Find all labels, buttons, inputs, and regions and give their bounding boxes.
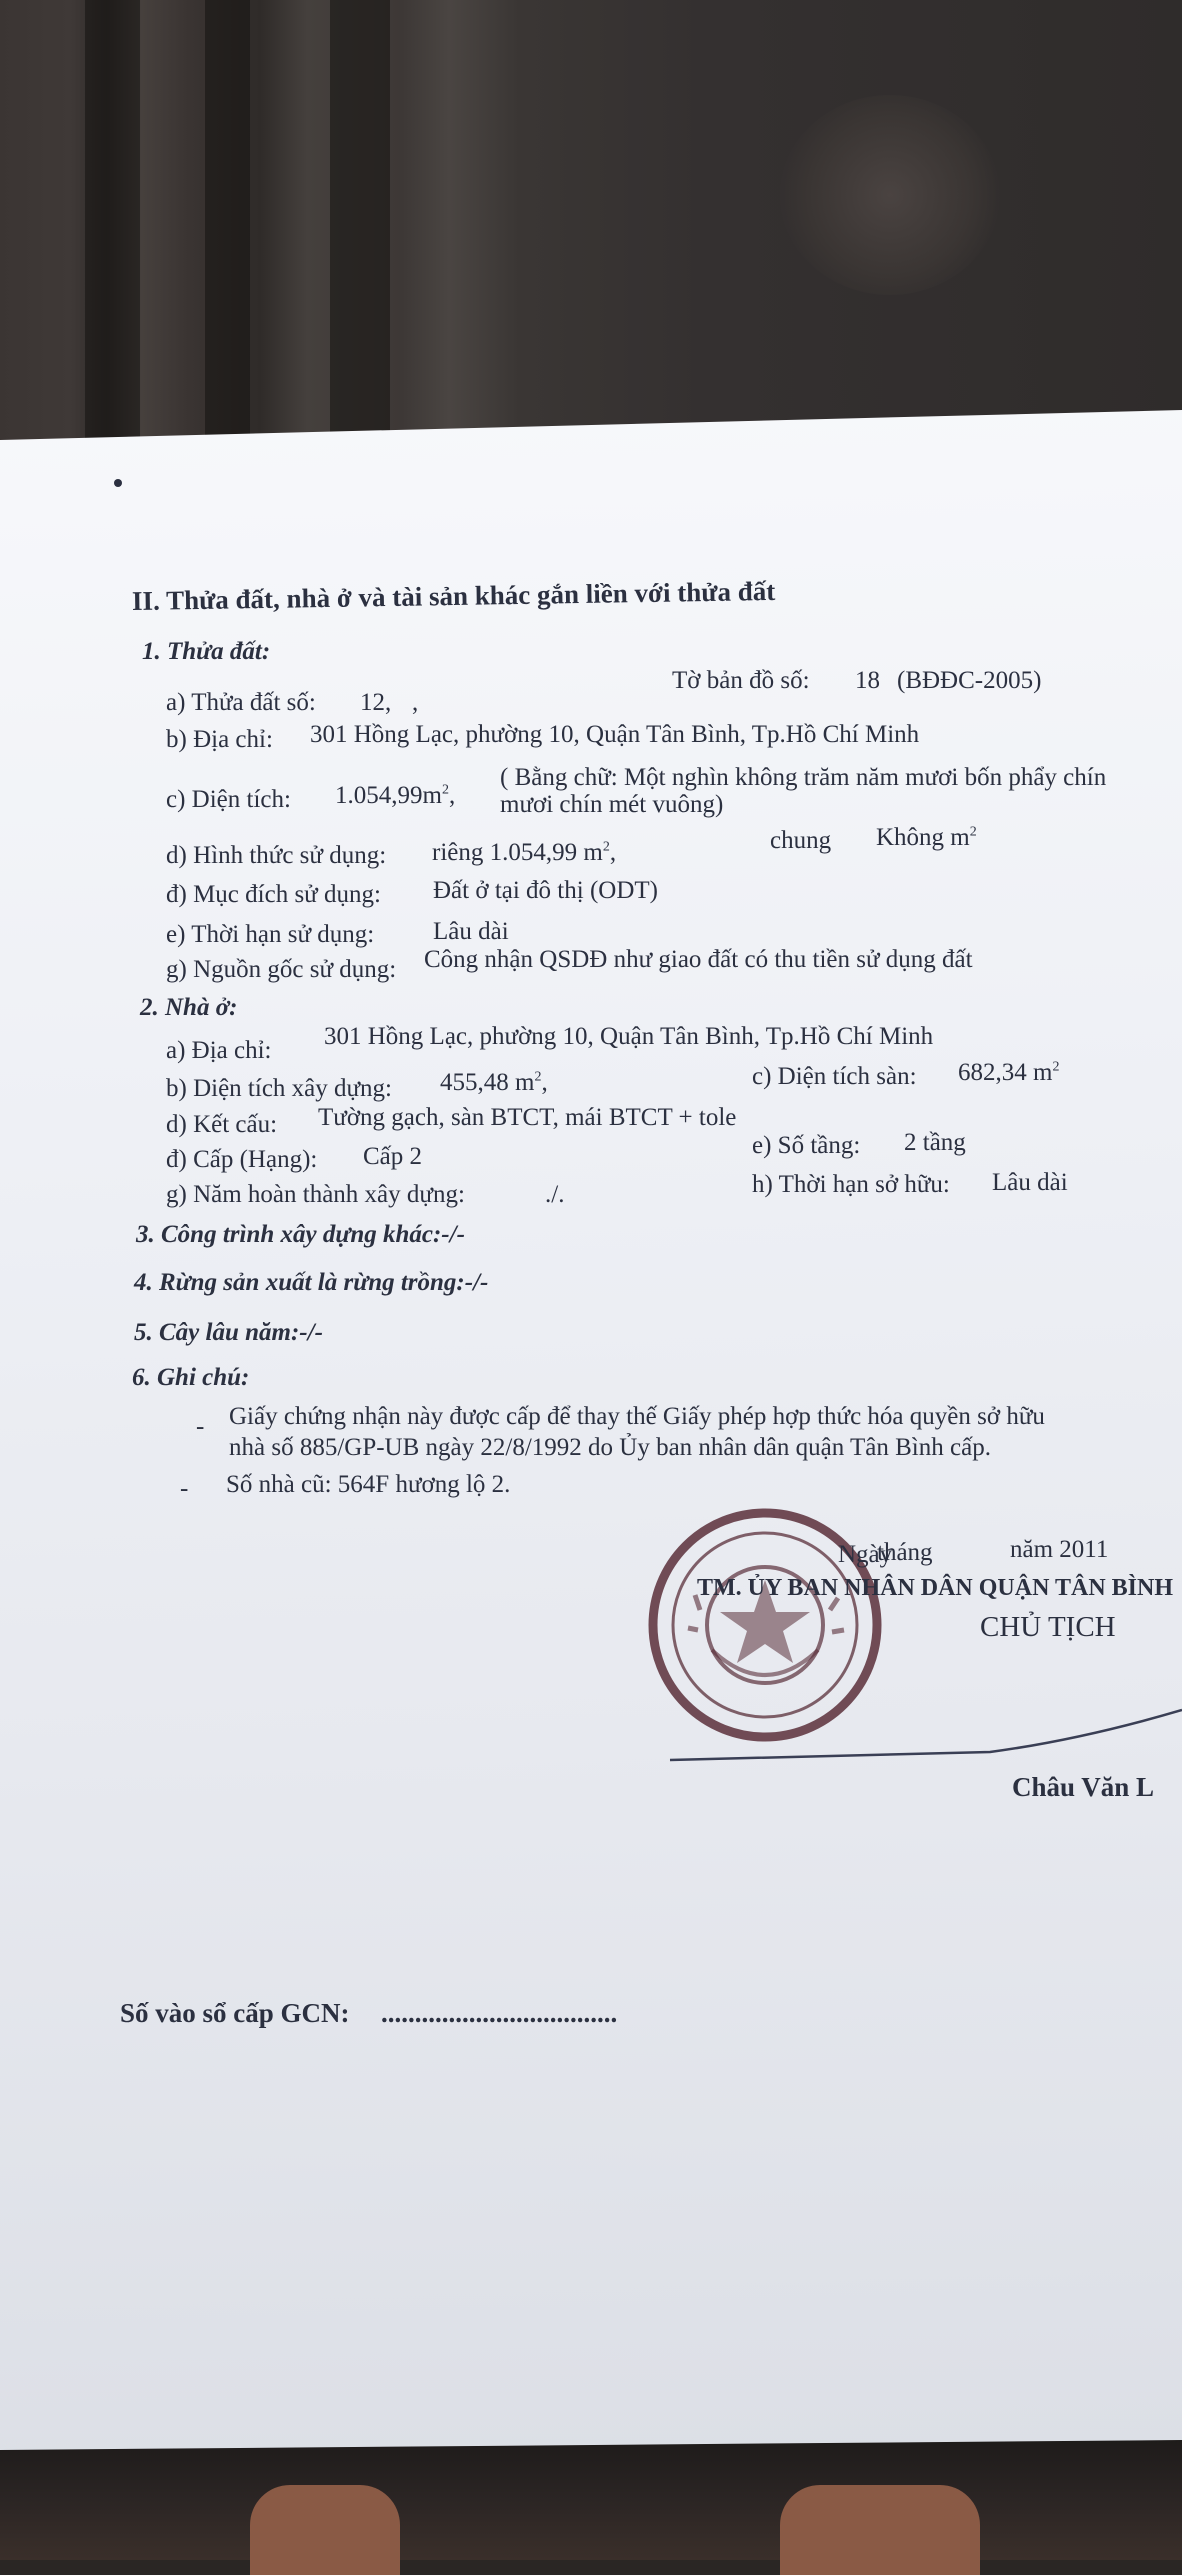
ink-dot <box>114 479 122 487</box>
usage-shared-label: chung <box>770 827 832 854</box>
sign-date-month: tháng <box>877 1539 933 1566</box>
signature-stroke <box>660 1700 1182 1780</box>
usage-purpose-value: Đất ở tại đô thị (ODT) <box>433 877 658 904</box>
wall-shadow <box>85 0 140 450</box>
construction-area-label: b) Diện tích xây dựng: <box>166 1075 393 1102</box>
knee <box>250 2485 400 2575</box>
land-area-words-line-1: ( Bằng chữ: Một nghìn không trăm năm mươi bốn phẩy chín <box>500 764 1107 791</box>
house-address-label: a) Địa chỉ: <box>166 1037 272 1064</box>
knee <box>780 2485 980 2575</box>
wall-shadow <box>205 0 250 450</box>
wall-shadow <box>330 0 390 450</box>
land-area-label: c) Diện tích: <box>166 786 291 813</box>
note-bullet: - <box>196 1413 205 1440</box>
notes-heading: 6. Ghi chú: <box>132 1364 250 1391</box>
usage-origin-label: g) Nguồn gốc sử dụng: <box>166 956 397 983</box>
forest-heading: 4. Rừng sản xuất là rừng trồng:-/- <box>134 1269 489 1296</box>
signer-name: Châu Văn L <box>1012 1772 1155 1802</box>
completion-year-value: ./. <box>545 1181 565 1208</box>
usage-term-label: e) Thời hạn sử dụng: <box>166 921 375 948</box>
background-object <box>780 95 1000 295</box>
note-bullet: - <box>180 1475 189 1502</box>
other-works-heading: 3. Công trình xây dựng khác:-/- <box>136 1221 465 1248</box>
floor-area-label: c) Diện tích sàn: <box>752 1063 917 1090</box>
ownership-term-label: h) Thời hạn sở hữu: <box>752 1171 950 1198</box>
land-area-value: $1.054,99m^2$, <box>335 782 456 809</box>
section-title: II. Thửa đất, nhà ở và tài sản khác gắn liền với thửa đất <box>131 575 776 617</box>
land-address-value: 301 Hồng Lạc, phường 10, Quận Tân Bình, Tp.Hồ Chí Minh <box>310 721 920 748</box>
structure-value: Tường gạch, sàn BTCT, mái BTCT + tole <box>318 1104 737 1131</box>
land-heading: 1. Thửa đất: <box>142 638 271 665</box>
house-address-value: 301 Hồng Lạc, phường 10, Quận Tân Bình, Tp.Hồ Chí Minh <box>324 1023 934 1050</box>
structure-label: d) Kết cấu: <box>166 1111 278 1138</box>
land-area-words-line-2: mươi chín mét vuông) <box>500 791 724 818</box>
usage-form-label: d) Hình thức sử dụng: <box>166 842 387 869</box>
storeys-label: e) Số tầng: <box>752 1132 861 1159</box>
parcel-number-label: a) Thửa đất số: <box>166 689 316 716</box>
usage-origin-value: Công nhận QSDĐ như giao đất có thu tiền sử dụng đất <box>424 946 973 973</box>
grade-label: đ) Cấp (Hạng): <box>166 1146 318 1173</box>
note-2: Số nhà cũ: 564F hương lộ 2. <box>226 1471 511 1498</box>
map-sheet-value: 18 <box>855 667 880 694</box>
note-1-line-1: Giấy chứng nhận này được cấp để thay thế Giấy phép hợp thức hóa quyền sở hữu <box>229 1403 1045 1430</box>
completion-year-label: g) Năm hoàn thành xây dựng: <box>166 1181 465 1208</box>
usage-purpose-label: đ) Mục đích sử dụng: <box>166 881 381 908</box>
ownership-term-value: Lâu dài <box>992 1169 1068 1196</box>
background-wall <box>0 0 1182 450</box>
tick-mark: , <box>412 689 419 716</box>
gcn-register-label: Số vào sổ cấp GCN: <box>120 1998 350 2028</box>
sign-title: CHỦ TỊCH <box>980 1611 1116 1643</box>
usage-shared-value: Không $m^2$ <box>876 824 977 851</box>
storeys-value: 2 tầng <box>904 1129 966 1156</box>
house-heading: 2. Nhà ở: <box>140 994 238 1021</box>
sign-date-day: Ngày <box>838 1541 893 1568</box>
note-1-line-2: nhà số 885/GP-UB ngày 22/8/1992 do Ủy ban nhân dân quận Tân Bình cấp. <box>229 1434 991 1461</box>
usage-private-value: riêng 1.054,99 $m^2$, <box>432 839 617 866</box>
floor-area-value: 682,34 $m^2$ <box>958 1059 1060 1086</box>
usage-term-value: Lâu dài <box>433 918 509 945</box>
parcel-number-value: 12, <box>360 689 392 716</box>
sign-organization: TM. ỦY BAN NHÂN DÂN QUẬN TÂN BÌNH <box>697 1575 1174 1601</box>
sign-date-year: năm 2011 <box>1010 1536 1109 1563</box>
map-sheet-code: (BĐĐC-2005) <box>897 667 1042 694</box>
background-floor <box>0 2440 1182 2560</box>
construction-area-value: 455,48 $m^2$, <box>440 1069 548 1096</box>
perennial-heading: 5. Cây lâu năm:-/- <box>134 1319 323 1346</box>
map-sheet-label: Tờ bản đồ số: <box>672 667 810 694</box>
land-address-label: b) Địa chỉ: <box>166 726 273 753</box>
grade-value: Cấp 2 <box>363 1143 423 1170</box>
gcn-register-dots: ................................... <box>381 1998 618 2028</box>
